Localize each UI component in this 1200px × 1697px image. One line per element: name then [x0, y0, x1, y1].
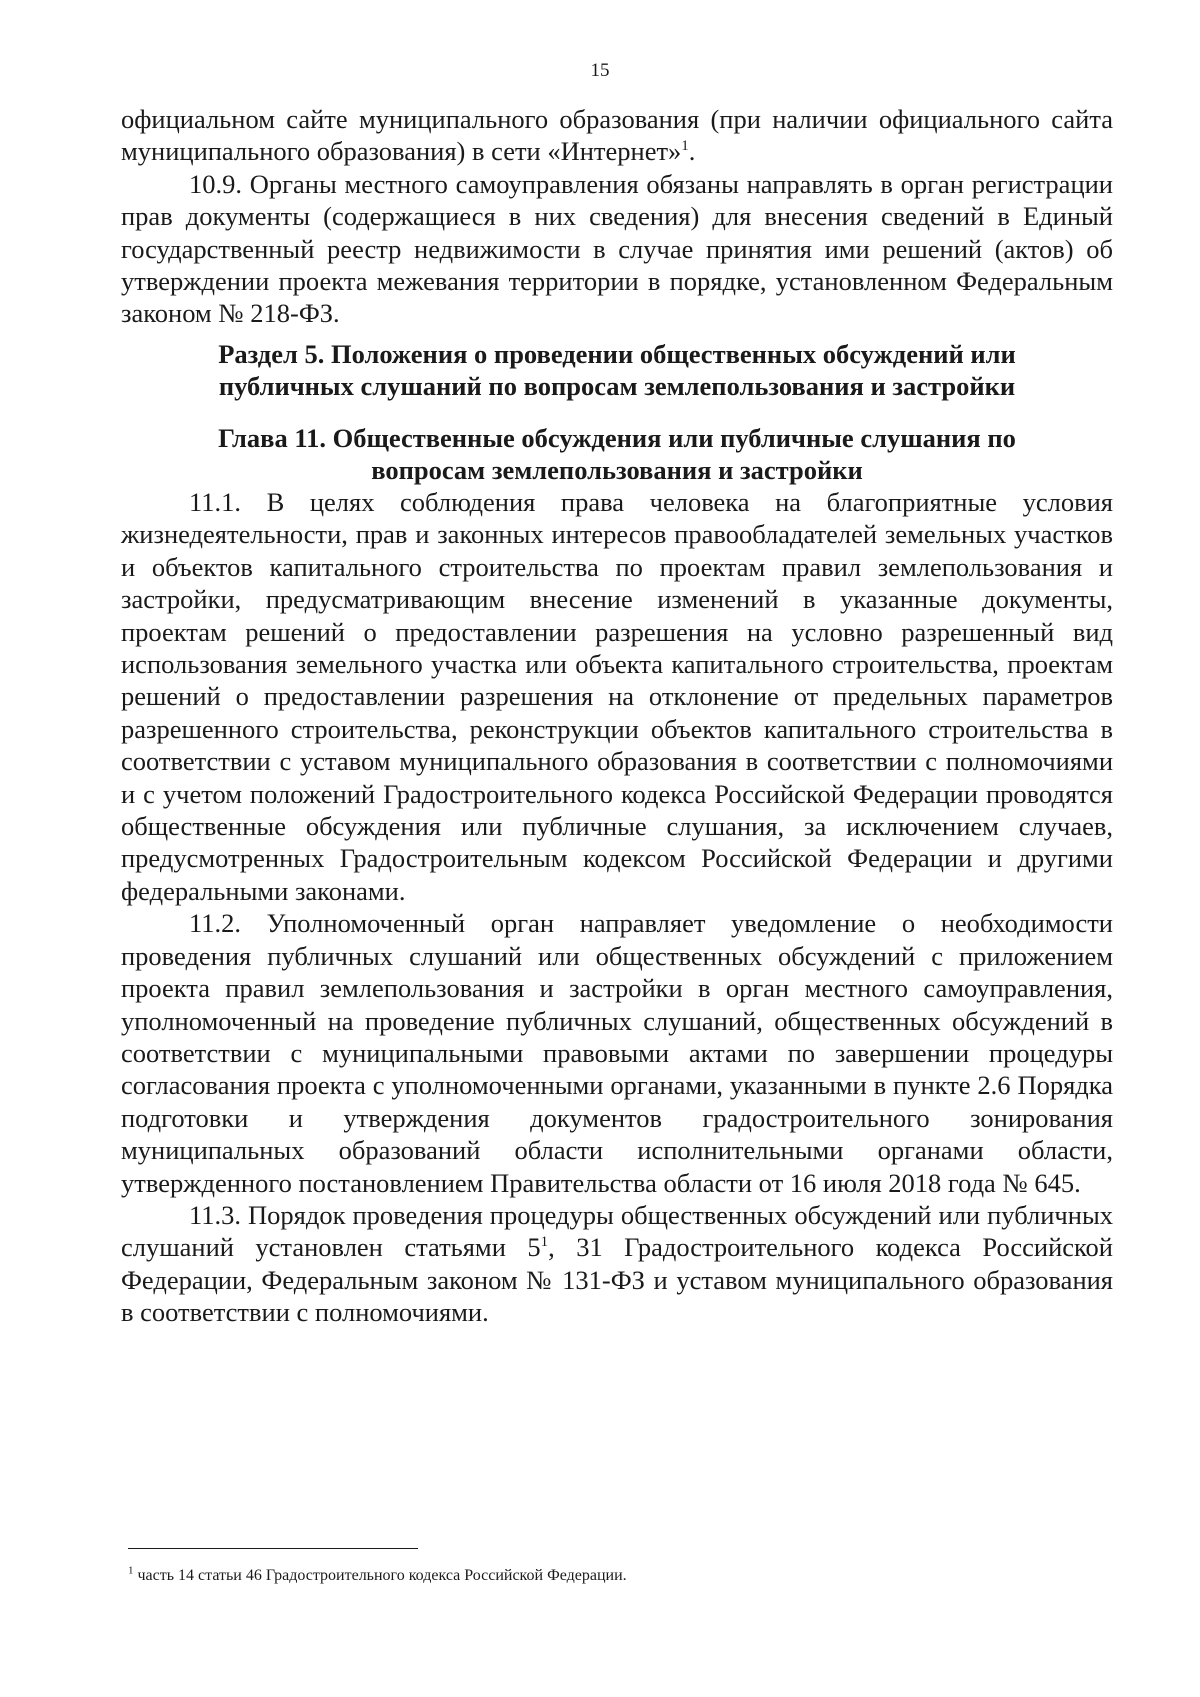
continuation-end: .: [688, 136, 696, 167]
section-heading: [121, 338, 1113, 402]
paragraph-11-1: 11.1. В целях соблюдения права человека на благоприятные условия жизнедеятельности, прав и законных интересов правообладателей земельных участков и объектов капитального строительства по проектам правил землепользования и застройки, предусматривающим внесение изменений в указанные документы, проектам решений о предоставлении разрешения на условно разрешенный вид использования земельного участка или объекта капитального строительства, проектам решений о предоставлении разрешения на отклонение от предельных параметров разрешенного строительства, реконструкции объектов капитального строительства в соответствии с уставом муниципального образования в соответствии с полномочиями и с учетом положений Градостроительного кодекса Российской Федерации проводятся общественные обсуждения или публичные слушания, за исключением случаев, предусмотренных Градостроительным кодексом Российской Федерации и другими федеральными законами.: [121, 487, 1113, 906]
paragraph-11-2: 11.2. Уполномоченный орган направляет уведомление о необходимости проведения публичных слушаний или общественных обсуждений с приложением проекта правил землепользования и застройки в орган местного самоуправления, уполномоченный на проведение публичных слушаний, общественных обсуждений в соответствии с муниципальными правовыми актами по завершении процедуры согласования проекта с уполномоченными органами, указанными в пункте 2.6 Порядка подготовки и утверждения документов градостроительного зонирования муниципальных образований области исполнительными органами области, утвержденного постановлением Правительства области от 16 июля 2018 года № 645.: [121, 908, 1113, 1198]
footnote-text: часть 14 статьи 46 Градостроительного кодекса Российской Федерации.: [133, 1567, 627, 1584]
paragraph-11-3-part-2: , 31 Градостроительного кодекса Российской Федерации, Федеральным законом № 131-ФЗ и уставом муниципального образования в соответствии с полномочиями.: [121, 1232, 1113, 1328]
intro-block: [121, 103, 1113, 330]
paragraph-10-9: 10.9. Органы местного самоуправления обязаны направлять в орган регистрации прав документы (содержащиеся в них сведения) для внесения сведений в Единый государственный реестр недвижимости в случае принятия ими решений (актов) об утверждении проекта межевания территории в порядке, установленном Федеральным законом № 218-ФЗ.: [121, 168, 1113, 329]
paragraph-11-3: [121, 1199, 1113, 1329]
section-heading-line-1: Раздел 5. Положения о проведении общественных обсуждений или: [218, 339, 1016, 369]
footnote-mark: 1: [128, 1564, 134, 1577]
chapter-heading-line-1: Глава 11. Общественные обсуждения или публичные слушания по: [218, 423, 1016, 453]
article-superscript: 1: [540, 1234, 549, 1251]
footnote-reference: 1: [681, 138, 689, 155]
section-heading-line-2: публичных слушаний по вопросам землепользования и застройки: [218, 371, 1016, 401]
page-number: 15: [590, 60, 610, 81]
footnote: [128, 1565, 627, 1587]
continuation-text: официальном сайте муниципального образования (при наличии официального сайта муниципального образования) в сети «Интернет»: [121, 104, 1113, 167]
paragraph-11-3-part-1: 11.3. Порядок проведения процедуры общественных обсуждений или публичных слушаний установлен статьями 5: [121, 1199, 1113, 1263]
chapter-heading-line-2: вопросам землепользования и застройки: [371, 455, 863, 485]
continuation-paragraph: [121, 103, 1113, 168]
footnote-divider: [128, 1548, 418, 1549]
chapter-body: [121, 486, 1113, 1329]
chapter-heading: [121, 422, 1113, 486]
